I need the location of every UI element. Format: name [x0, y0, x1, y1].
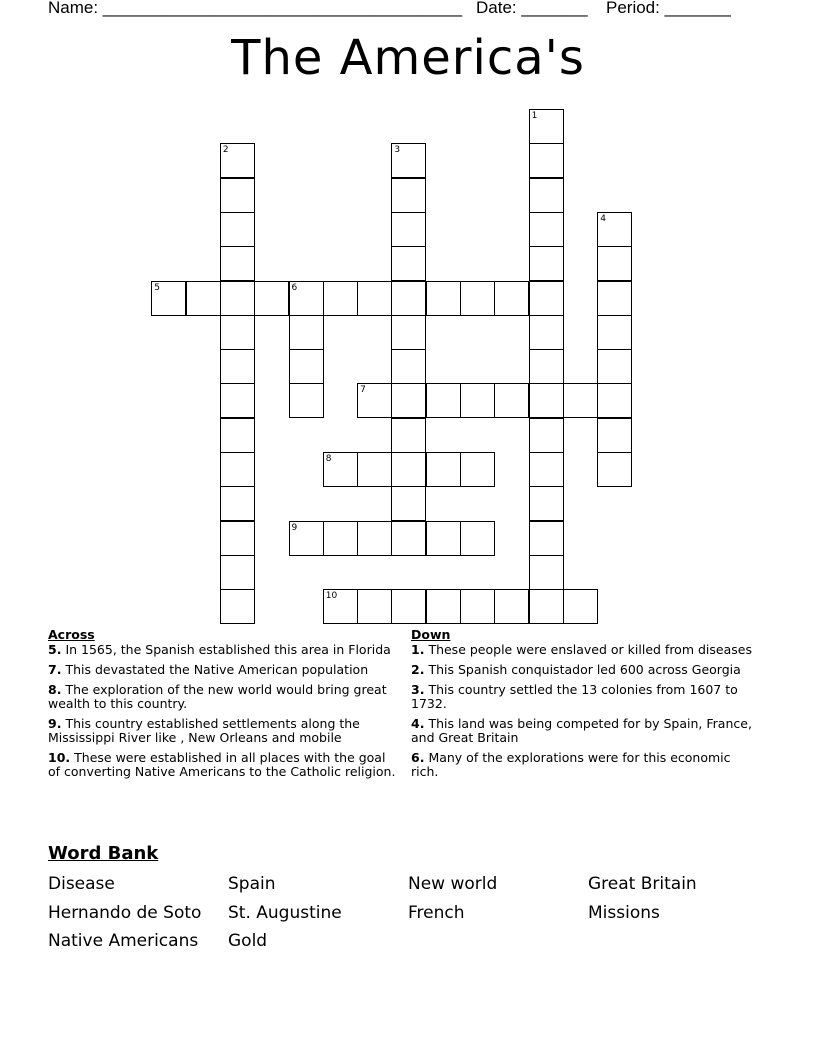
- crossword-cell[interactable]: [597, 383, 632, 418]
- name-field[interactable]: Name: ______________________________________: [48, 0, 463, 17]
- crossword-cell[interactable]: [391, 212, 426, 247]
- crossword-cell[interactable]: [529, 178, 564, 213]
- crossword-cell[interactable]: [391, 521, 426, 556]
- crossword-cell[interactable]: [529, 315, 564, 350]
- clue-number: 7: [360, 385, 366, 396]
- crossword-cell[interactable]: [323, 452, 358, 487]
- crossword-cell[interactable]: [391, 178, 426, 213]
- clue-down-6: 6. Many of the explorations were for this economic rich.: [411, 750, 731, 779]
- down-clues: [411, 628, 756, 785]
- crossword-cell[interactable]: [529, 212, 564, 247]
- crossword-cell[interactable]: [323, 589, 358, 624]
- crossword-cell[interactable]: [220, 521, 255, 556]
- clue-number: 8: [325, 454, 332, 464]
- crossword-cell[interactable]: [289, 383, 324, 418]
- crossword-cell[interactable]: [357, 589, 392, 624]
- crossword-cell[interactable]: [391, 383, 426, 418]
- crossword-cell[interactable]: [289, 315, 324, 350]
- crossword-cell[interactable]: [426, 281, 461, 316]
- crossword-cell[interactable]: [460, 452, 495, 487]
- crossword-cell[interactable]: [494, 383, 529, 418]
- crossword-cell[interactable]: [323, 281, 358, 316]
- crossword-cell[interactable]: [494, 281, 529, 316]
- word-bank-item: St. Augustine: [228, 903, 342, 923]
- word-bank-item: New world: [408, 874, 498, 894]
- clue-down-1: 1. These people were enslaved or killed from diseases: [411, 642, 752, 657]
- crossword-cell[interactable]: [391, 349, 426, 384]
- word-bank-item: French: [408, 903, 465, 923]
- crossword-cell[interactable]: [220, 143, 255, 178]
- across-clues: [48, 628, 398, 785]
- word-bank-item: Native Americans: [48, 931, 199, 951]
- word-bank-heading: Word Bank: [48, 843, 159, 864]
- crossword-cell[interactable]: [529, 589, 564, 624]
- crossword-cell[interactable]: [220, 589, 255, 624]
- crossword-cell[interactable]: [220, 555, 255, 590]
- word-bank-item: Hernando de Soto: [48, 903, 202, 923]
- crossword-cell[interactable]: [391, 281, 426, 316]
- clue-number: 2: [222, 145, 229, 156]
- crossword-cell[interactable]: [597, 246, 632, 281]
- crossword-cell[interactable]: [597, 212, 632, 247]
- across-heading: Across: [48, 627, 95, 642]
- crossword-cell[interactable]: [357, 452, 392, 487]
- word-bank-item: Gold: [228, 931, 268, 951]
- crossword-cell[interactable]: [391, 143, 426, 178]
- crossword-cell[interactable]: [186, 281, 221, 316]
- crossword-cell[interactable]: [563, 383, 598, 418]
- clue-number: 4: [600, 213, 606, 224]
- word-bank-item: Spain: [228, 874, 276, 894]
- crossword-cell[interactable]: [426, 521, 461, 556]
- clue-number: 1: [531, 111, 538, 121]
- crossword-cell[interactable]: [529, 143, 564, 178]
- crossword-cell[interactable]: [220, 452, 255, 487]
- crossword-cell[interactable]: [460, 281, 495, 316]
- crossword-cell[interactable]: [597, 281, 632, 316]
- crossword-cell[interactable]: [220, 383, 255, 418]
- clue-across-9: 9. This country established settlements along the Mississippi River like , New Orleans and mobile: [48, 716, 360, 745]
- crossword-cell[interactable]: [529, 555, 564, 590]
- crossword-cell[interactable]: [254, 281, 289, 316]
- crossword-cell[interactable]: [220, 315, 255, 350]
- clue-across-10: 10. These were established in all places with the goal of converting Native Americans to the Catholic religion.: [48, 750, 396, 779]
- crossword-cell[interactable]: [529, 418, 564, 453]
- crossword-cell[interactable]: [220, 178, 255, 213]
- crossword-cell[interactable]: [323, 521, 358, 556]
- word-bank-item: Disease: [48, 874, 115, 894]
- crossword-cell[interactable]: [391, 486, 426, 521]
- crossword-cell[interactable]: [597, 452, 632, 487]
- crossword-cell[interactable]: [391, 246, 426, 281]
- crossword-cell[interactable]: [529, 383, 564, 418]
- crossword-cell[interactable]: [357, 383, 392, 418]
- crossword-cell[interactable]: [597, 315, 632, 350]
- crossword-cell[interactable]: [220, 349, 255, 384]
- clue-number: 10: [325, 591, 338, 602]
- crossword-cell[interactable]: [426, 383, 461, 418]
- crossword-cell[interactable]: [460, 589, 495, 624]
- crossword-cell[interactable]: [529, 109, 564, 144]
- crossword-cell[interactable]: [220, 418, 255, 453]
- down-heading: Down: [411, 627, 451, 642]
- crossword-cell[interactable]: [391, 452, 426, 487]
- clue-down-3: 3. This country settled the 13 colonies from 1607 to 1732.: [411, 682, 738, 711]
- crossword-cell[interactable]: [529, 349, 564, 384]
- crossword-cell[interactable]: [529, 521, 564, 556]
- crossword-cell[interactable]: [426, 452, 461, 487]
- period-field[interactable]: Period: _______: [606, 0, 731, 17]
- clue-across-7: 7. This devastated the Native American population: [48, 662, 369, 677]
- crossword-cell[interactable]: [391, 589, 426, 624]
- crossword-cell[interactable]: [426, 589, 461, 624]
- crossword-cell[interactable]: [357, 521, 392, 556]
- crossword-cell[interactable]: [563, 589, 598, 624]
- crossword-cell[interactable]: [289, 281, 324, 316]
- crossword-cell[interactable]: [529, 486, 564, 521]
- crossword-cell[interactable]: [529, 281, 564, 316]
- clue-number: 9: [291, 522, 298, 533]
- crossword-cell[interactable]: [357, 281, 392, 316]
- word-bank-item: Great Britain: [588, 874, 697, 894]
- crossword-cell[interactable]: [220, 212, 255, 247]
- clue-across-5: 5. In 1565, the Spanish established this area in Florida: [48, 642, 391, 657]
- clue-number: 5: [154, 282, 161, 293]
- crossword-cell[interactable]: [494, 589, 529, 624]
- crossword-cell[interactable]: [597, 349, 632, 384]
- date-field[interactable]: Date: _______: [476, 0, 588, 17]
- crossword-cell[interactable]: [391, 315, 426, 350]
- clue-down-4: 4. This land was being competed for by Spain, France, and Great Britain: [411, 716, 752, 745]
- crossword-cell[interactable]: [391, 418, 426, 453]
- crossword-cell[interactable]: [220, 246, 255, 281]
- clue-number: 6: [291, 282, 298, 293]
- clue-across-8: 8. The exploration of the new world would bring great wealth to this country.: [48, 682, 387, 711]
- word-bank-item: Missions: [588, 903, 660, 923]
- crossword-cell[interactable]: [289, 521, 324, 556]
- crossword-cell[interactable]: [220, 486, 255, 521]
- crossword-cell[interactable]: [289, 349, 324, 384]
- crossword-cell[interactable]: [597, 418, 632, 453]
- clue-number: 3: [394, 145, 401, 156]
- clue-down-2: 2. This Spanish conquistador led 600 across Georgia: [411, 662, 741, 677]
- page-title: The America's: [231, 30, 585, 86]
- crossword-cell[interactable]: [151, 281, 186, 316]
- crossword-cell[interactable]: [529, 452, 564, 487]
- crossword-cell[interactable]: [220, 281, 255, 316]
- crossword-cell[interactable]: [529, 246, 564, 281]
- crossword-cell[interactable]: [460, 521, 495, 556]
- crossword-cell[interactable]: [460, 383, 495, 418]
